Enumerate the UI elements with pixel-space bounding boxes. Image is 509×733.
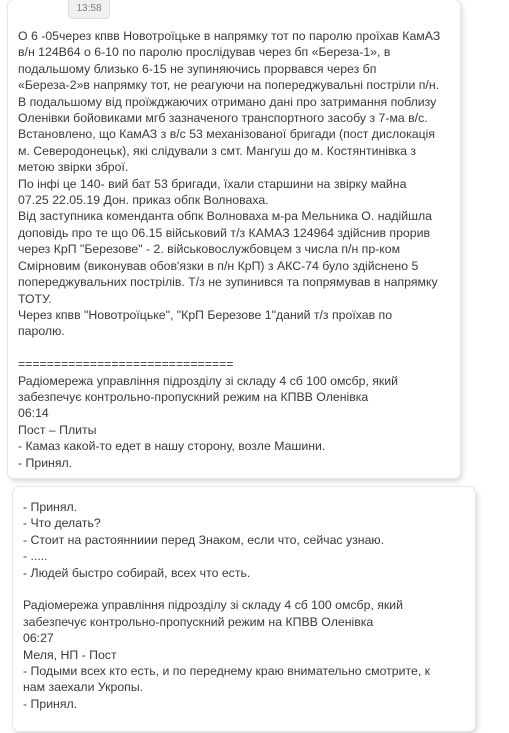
message-line: ТОТУ. bbox=[18, 291, 52, 306]
message-line: - Принял. bbox=[23, 500, 78, 514]
message-line: - Что делать? bbox=[23, 516, 101, 531]
message-line: 06:27 bbox=[23, 631, 54, 646]
message-line: В подальшому від проїжджаючих отримано дані про затримання поблизу bbox=[18, 94, 437, 109]
message-line: 06:14 bbox=[18, 406, 49, 421]
message-line: забезпечує контрольно-пропускний режим на КПВВ Оленівка bbox=[23, 614, 374, 629]
message-line bbox=[18, 340, 454, 356]
message-line: Оленівки бойовиками мгб зазначеного транспортного засобу з 7-ма в/с. bbox=[18, 111, 428, 126]
message-line bbox=[23, 581, 469, 597]
message-line: - Подыми всех кто есть, и по переднему краю внимательно смотрите, к bbox=[23, 664, 431, 679]
message-time: 13:58 bbox=[68, 0, 110, 19]
message-line: По інфі це 140- вий бат 53 бригади, їхали старшини на звірку майна bbox=[18, 176, 407, 191]
message-line: Через кпвв "Новотроїцьке", "КрП Березове 1"даний т/з проїхав по bbox=[18, 307, 393, 322]
message-line: Пост – Плиты bbox=[18, 422, 97, 437]
message-line: забезпечує контрольно-пропускний режим на КПВВ Оленівка bbox=[18, 389, 369, 404]
message-line: подальшому близько 6-15 не зупиняючись прорвався через бп bbox=[18, 61, 377, 76]
message-line: Меля, НП - Пост bbox=[23, 647, 117, 662]
message-line: ============================== bbox=[18, 357, 234, 372]
message-line: - Принял. bbox=[18, 455, 73, 470]
message-line: попереджувальних пострілів. Т/з не зупинився та попрямував в напрямку bbox=[18, 275, 438, 290]
message-bubble-second bbox=[13, 487, 475, 731]
message-line: Смірновим (виконував обов'язки в п/н КрП) з АКС-74 було здійснено 5 bbox=[18, 258, 419, 273]
message-line: - Людей быстро собирай, всех что есть. bbox=[23, 565, 251, 580]
message-text-second bbox=[23, 499, 469, 712]
message-line: в/н 124В64 о 6-10 по паролю прослідував через бп «Береза-1», в bbox=[18, 45, 391, 60]
message-line: Встановлено, що КамАЗ з в/с 53 механізованої бригади (пост дислокація bbox=[18, 127, 436, 142]
message-line: - ..... bbox=[23, 549, 48, 564]
message-line: О 6 -05через кпвв Новотроїцьке в напрямку тот по паролю проїхав КамАЗ bbox=[18, 29, 441, 43]
message-line: Радіомережа управління підрозділу зі складу 4 сб 100 омсбр, який bbox=[18, 373, 399, 388]
message-line: 07.25 22.05.19 Дон. приказ обпк Волноваха. bbox=[18, 193, 269, 208]
message-line: м. Северодонецьк), які слідували з смт. Мангуш до м. Костянтинівка з bbox=[18, 143, 417, 158]
message-line: через КрП "Березове" - 2. військовослужбовцем з числа п/н пр-ком bbox=[18, 242, 401, 257]
message-line: паролю. bbox=[18, 324, 65, 339]
message-line: «Береза-2»в напрямку тот, не реагуючи на попереджувальні постріли п/н. bbox=[18, 78, 440, 93]
message-line: доповідь про те що 06.15 військовий т/з КАМАЗ 124964 здійснив прорив bbox=[18, 225, 430, 240]
message-line: - Стоит на растоянниии перед Знаком, если что, сейчас узнаю. bbox=[23, 532, 385, 547]
message-text-first bbox=[18, 28, 454, 471]
message-line: Від заступника коменданта обпк Волноваха м-ра Мельника О. надійшла bbox=[18, 209, 432, 224]
message-line: - Камаз какой-то едет в нашу сторону, возле Машини. bbox=[18, 439, 326, 454]
message-line: метою звірки зброї. bbox=[18, 160, 129, 175]
message-line: нам заехали Укропы. bbox=[23, 680, 144, 695]
message-line: Радіомережа управління підрозділу зі складу 4 сб 100 омсбр, який bbox=[23, 598, 404, 613]
message-bubble-first bbox=[8, 0, 460, 478]
message-line: - Принял. bbox=[23, 696, 78, 711]
